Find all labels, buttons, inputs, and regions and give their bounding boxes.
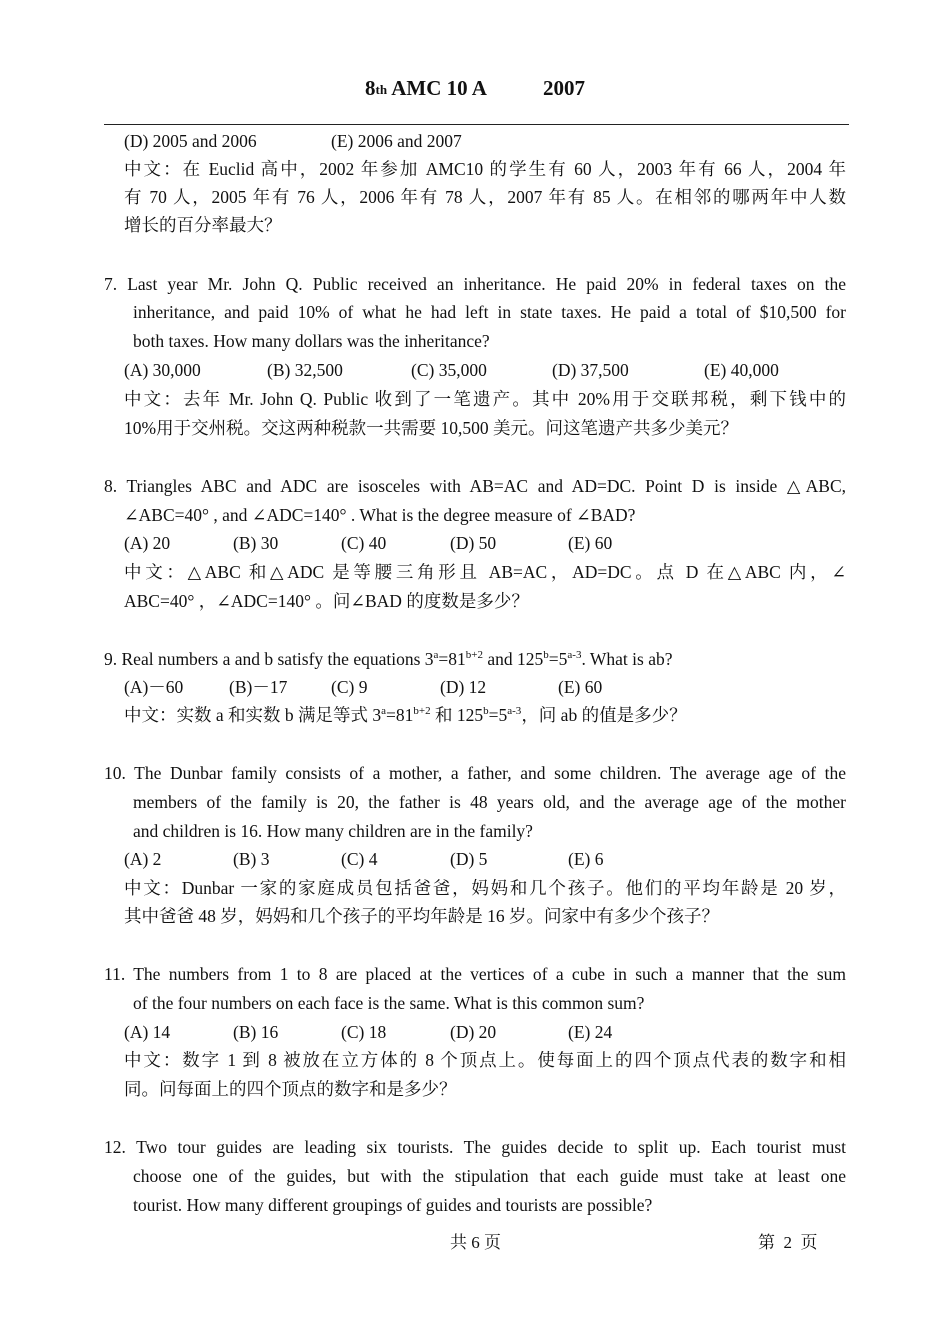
- q10-zh-line-2: 其中爸爸 48 岁，妈妈和几个孩子的平均年龄是 16 岁。问家中有多少个孩子？: [124, 906, 719, 926]
- q12-en-line-1: 12. Two tour guides are leading six tourists. The guides decide to split up. Each tourist must: [104, 1137, 846, 1157]
- q8-option-c: (C) 40: [341, 533, 387, 553]
- q11-option-b: (B) 16: [233, 1022, 279, 1042]
- q9-option-d: (D) 12: [440, 677, 487, 697]
- q11-option-a: (A) 14: [124, 1022, 171, 1042]
- q6-option-d: (D) 2005 and 2006: [124, 131, 257, 151]
- header-year: 2007: [542, 76, 585, 100]
- q7-option-e: (E) 40,000: [704, 360, 779, 380]
- q10-en-line-2: members of the family is 20, the father is 48 years old, and the average age of the mother: [133, 792, 846, 812]
- q11-en-line-1: 11. The numbers from 1 to 8 are placed at the vertices of a cube in such a manner that the sum: [104, 964, 846, 984]
- q7-option-a: (A) 30,000: [124, 360, 201, 380]
- q9-option-c: (C) 9: [331, 677, 368, 697]
- q6-zh-line-1: 中文：在 Euclid 高中，2002 年参加 AMC10 的学生有 60 人，2003 年有 66 人，2004 年: [124, 159, 846, 179]
- q7-zh-line-1: 中文：去年 Mr. John Q. Public 收到了一笔遗产。其中 20%用于交联邦税，剩下钱中的: [124, 389, 846, 409]
- q9-zh-line: 中文：实数 a 和实数 b 满足等式 $3^a=81^{b+2}$ 和 $125^b=5^{a-3}$，问 ab 的值是多少？: [124, 705, 687, 725]
- q12-en-line-2: choose one of the guides, but with the stipulation that each guide must take at least one: [133, 1166, 846, 1186]
- q8-en-line-1: 8. Triangles ABC and ADC are isosceles with AB=AC and AD=DC. Point D is inside △ABC,: [104, 476, 846, 496]
- q11-option-d: (D) 20: [450, 1022, 497, 1042]
- header-title: AMC 10 A: [391, 76, 486, 100]
- q8-en-line-2: ∠ABC=40° , and ∠ADC=140° . What is the degree measure of ∠BAD?: [124, 505, 636, 525]
- q7-zh-line-2: 10%用于交州税。交这两种税款一共需要 10,500 美元。问这笔遗产共多少美元？: [124, 418, 738, 438]
- q11-zh-line-2: 同。问每面上的四个顶点的数字和是多少？: [124, 1079, 457, 1099]
- q11-option-c: (C) 18: [341, 1022, 387, 1042]
- header-ordinal: 8th: [365, 76, 388, 100]
- header-rule: [104, 124, 849, 125]
- q10-option-e: (E) 6: [568, 849, 604, 869]
- q10-zh-line-1: 中文：Dunbar 一家的家庭成员包括爸爸，妈妈和几个孩子。他们的平均年龄是 20 岁，: [124, 878, 846, 898]
- q10-option-c: (C) 4: [341, 849, 378, 869]
- q12-en-line-3: tourist. How many different groupings of guides and tourists are possible?: [133, 1195, 653, 1215]
- q6-zh-line-2: 有 70 人，2005 年有 76 人，2006 年有 78 人，2007 年有 85 人。在相邻的哪两年中人数: [124, 187, 846, 207]
- q9-option-b: (B)－17: [229, 677, 288, 697]
- q10-en-line-3: and children is 16. How many children are in the family?: [133, 821, 533, 841]
- q9-option-a: (A)－60: [124, 677, 184, 697]
- q6-zh-line-3: 增长的百分率最大？: [124, 215, 282, 235]
- q9-en-line: 9. Real numbers a and b satisfy the equations $3^a=81^{b+2}$ and $125^b=5^{a-3}$. What is ab?: [104, 649, 673, 669]
- footer-total-pages: 共 6 页: [450, 1233, 501, 1252]
- q7-option-d: (D) 37,500: [552, 360, 629, 380]
- q10-option-d: (D) 5: [450, 849, 488, 869]
- q8-option-e: (E) 60: [568, 533, 613, 553]
- q10-option-a: (A) 2: [124, 849, 162, 869]
- q10-option-b: (B) 3: [233, 849, 270, 869]
- footer-page-number: 第 2 页: [758, 1233, 818, 1252]
- q11-zh-line-1: 中文：数字 1 到 8 被放在立方体的 8 个顶点上。使每面上的四个顶点代表的数字和相: [124, 1050, 846, 1070]
- q8-option-b: (B) 30: [233, 533, 279, 553]
- q7-option-c: (C) 35,000: [411, 360, 487, 380]
- q6-option-e: (E) 2006 and 2007: [331, 131, 462, 151]
- q11-option-e: (E) 24: [568, 1022, 613, 1042]
- q7-en-line-2: inheritance, and paid 10% of what he had left in state taxes. He paid a total of $10,500 for: [133, 302, 846, 322]
- page-header: [0, 76, 950, 101]
- q10-en-line-1: 10. The Dunbar family consists of a mother, a father, and some children. The average age of the: [104, 763, 846, 783]
- q9-option-e: (E) 60: [558, 677, 603, 697]
- q7-option-b: (B) 32,500: [267, 360, 343, 380]
- q11-en-line-2: of the four numbers on each face is the same. What is this common sum?: [133, 993, 645, 1013]
- q8-option-d: (D) 50: [450, 533, 497, 553]
- q8-zh-line-1: 中文：△ABC 和△ADC 是等腰三角形且 AB=AC，AD=DC。点 D 在△ABC 内，∠: [124, 562, 846, 582]
- q8-option-a: (A) 20: [124, 533, 171, 553]
- q8-zh-line-2: ABC=40° ，∠ADC=140° 。问∠BAD 的度数是多少？: [124, 591, 529, 611]
- q7-en-line-1: 7. Last year Mr. John Q. Public received an inheritance. He paid 20% in federal taxes on the: [104, 274, 846, 294]
- q7-en-line-3: both taxes. How many dollars was the inheritance?: [133, 331, 490, 351]
